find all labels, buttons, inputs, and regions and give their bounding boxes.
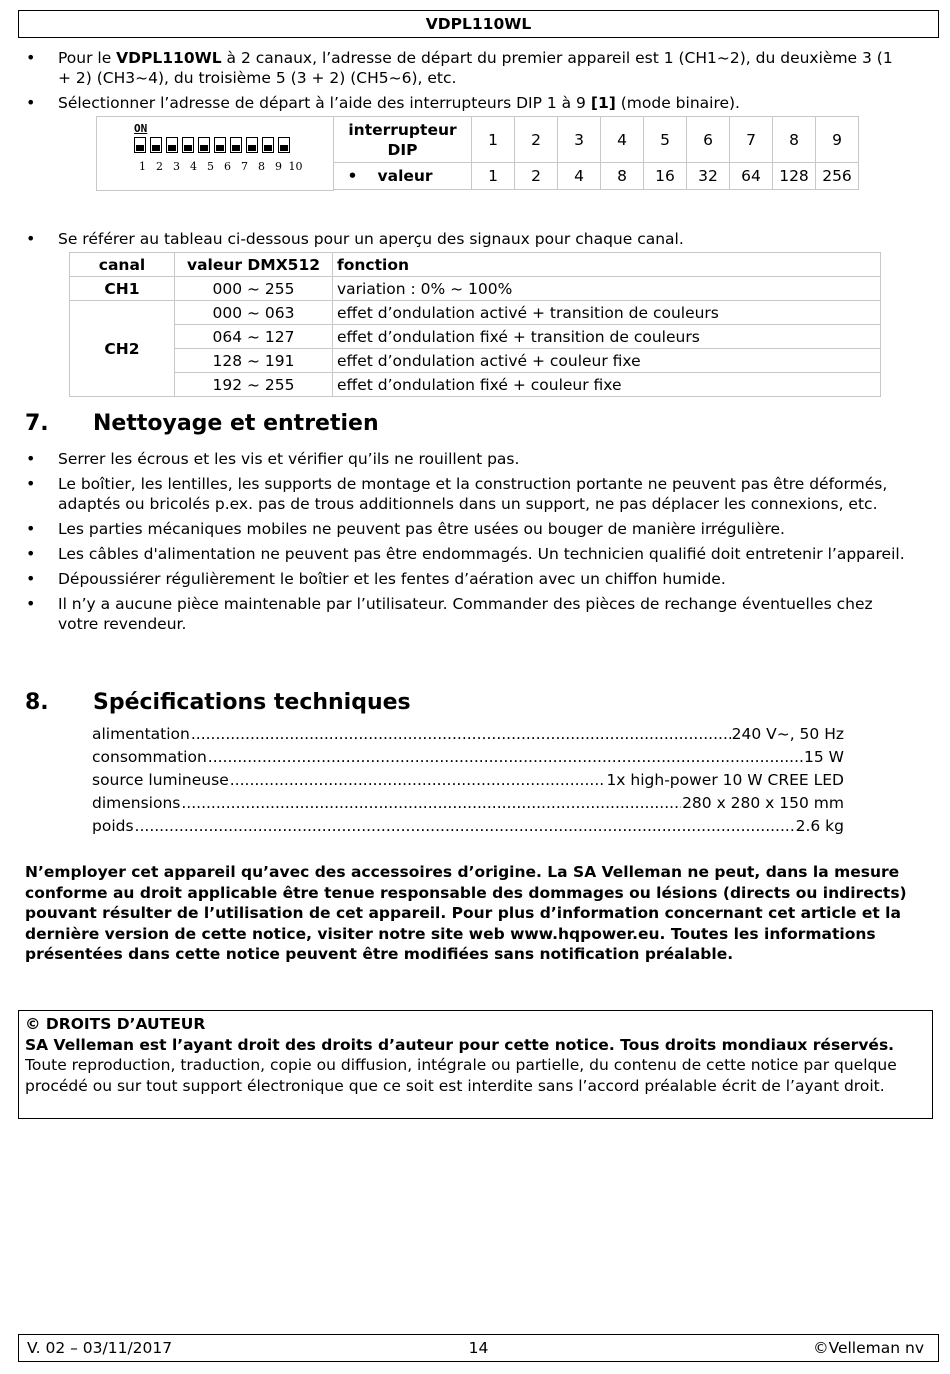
dip-switch-icon <box>182 137 194 153</box>
page-header <box>18 10 939 38</box>
intro-bullets <box>0 48 905 118</box>
dip-switch-icon <box>214 137 226 153</box>
dip-switch-icon <box>166 137 178 153</box>
dip-switch-icon <box>278 137 290 153</box>
dip-row-label: interrupteur DIP <box>334 117 472 163</box>
section-8-title: 8. Spécifications techniques <box>25 690 411 715</box>
table-row: 192 ~ 255 effet d’ondulation fixé + couleur fixe <box>70 373 881 397</box>
dip-switch-icon <box>230 137 242 153</box>
page-footer <box>18 1334 939 1362</box>
dip-switch-illustration <box>96 116 334 191</box>
spec-row: consommation ..... 15 W <box>92 747 844 770</box>
table-header-row: canal valeur DMX512 fonction <box>70 253 881 277</box>
list-item: • Dépoussiérer régulièrement le boîtier et les fentes d’aération avec un chiffon humide. <box>0 569 905 589</box>
dip-value-table <box>333 116 859 190</box>
table-row: 064 ~ 127 effet d’ondulation fixé + transition de couleurs <box>70 325 881 349</box>
value-row-label: • valeur <box>334 163 472 190</box>
dip-switch-numbers: 1 2 3 4 5 6 7 8 9 10 <box>139 160 303 173</box>
section-7-list <box>0 449 905 639</box>
dip-switch-icon <box>134 137 146 153</box>
refer-bullet <box>0 229 905 254</box>
dip-switch-icon <box>198 137 210 153</box>
table-row: CH2 000 ~ 063 effet d’ondulation activé + transition de couleurs <box>70 301 881 325</box>
list-item: • Les câbles d'alimentation ne peuvent pas être endommagés. Un technicien qualifié doit entretenir l’appareil. <box>0 544 905 564</box>
copyright-title: © DROITS D’AUTEUR <box>25 1015 206 1033</box>
dip-on-label: ON <box>134 122 148 135</box>
spec-row: alimentation ..... 240 V~, 50 Hz <box>92 724 844 747</box>
disclaimer-text: N’employer cet appareil qu’avec des accessoires d’origine. La SA Velleman ne peut, dans la mesure conforme au droit applicable être tenue responsable des dommages ou lésions (directs ou indirects) pouvant résulter de l’utilisation de cet appareil. Pour plus d’information concernant cet article et la dernière version de cette notice, visiter notre site web www.hqpower.eu. Toutes les informations présentées dans cette notice peuvent être modifiées sans notification préalable. <box>25 863 907 963</box>
copyright-box <box>18 1010 933 1119</box>
list-item: • Pour le VDPL110WL à 2 canaux, l’adresse de départ du premier appareil est 1 (CH1~2), du deuxième 3 (1 + 2) (CH3~4), du troisième 5 (3 + 2) (CH5~6), etc. <box>0 48 905 88</box>
list-item: • Le boîtier, les lentilles, les supports de montage et la construction portante ne peuvent pas être déformés, adaptés ou bricolés p.ex. pas de trous additionnels dans un support, ne pas déplacer les connexions, etc. <box>0 474 905 514</box>
table-row: CH1 000 ~ 255 variation : 0% ~ 100% <box>70 277 881 301</box>
page-number: 14 <box>468 1339 489 1357</box>
header-model: VDPL110WL <box>425 15 532 33</box>
list-item: • Sélectionner l’adresse de départ à l’aide des interrupteurs DIP 1 à 9 [1] (mode binaire). <box>0 93 905 113</box>
spec-list <box>92 724 844 839</box>
dip-switch-icon <box>246 137 258 153</box>
spec-row: source lumineuse ..... 1x high-power 10 W CREE LED <box>92 770 844 793</box>
channel-table <box>69 252 881 397</box>
footer-company: ©Velleman nv <box>813 1339 924 1357</box>
list-item: • Serrer les écrous et les vis et vérifier qu’ils ne rouillent pas. <box>0 449 905 469</box>
spec-row: dimensions ..... 280 x 280 x 150 mm <box>92 793 844 816</box>
table-row: • valeur 1 2 4 8 16 32 64 128 256 <box>334 163 859 190</box>
list-item: • Se référer au tableau ci-dessous pour un aperçu des signaux pour chaque canal. <box>0 229 905 249</box>
copyright-text: SA Velleman est l’ayant droit des droits d’auteur pour cette notice. Tous droits mondiaux réservés. Toute reproduction, traduction, copie ou diffusion, intégrale ou partielle, du contenu de cette notice par quelque procédé ou sur tout support électronique que ce soit est interdite sans l’accord préalable écrit de l’ayant droit. <box>25 1035 897 1095</box>
dip-switch-icon <box>150 137 162 153</box>
table-row: 128 ~ 191 effet d’ondulation activé + couleur fixe <box>70 349 881 373</box>
footer-version: V. 02 – 03/11/2017 <box>27 1339 173 1357</box>
section-7-title: 7. Nettoyage et entretien <box>25 411 379 436</box>
spec-row: poids ..... 2.6 kg <box>92 816 844 839</box>
dip-switch-row <box>134 137 290 153</box>
list-item: • Il n’y a aucune pièce maintenable par l’utilisateur. Commander des pièces de rechange éventuelles chez votre revendeur. <box>0 594 905 634</box>
table-row: interrupteur DIP 1 2 3 4 5 6 7 8 9 <box>334 117 859 163</box>
list-item: • Les parties mécaniques mobiles ne peuvent pas être usées ou bouger de manière irrégulière. <box>0 519 905 539</box>
dip-switch-icon <box>262 137 274 153</box>
